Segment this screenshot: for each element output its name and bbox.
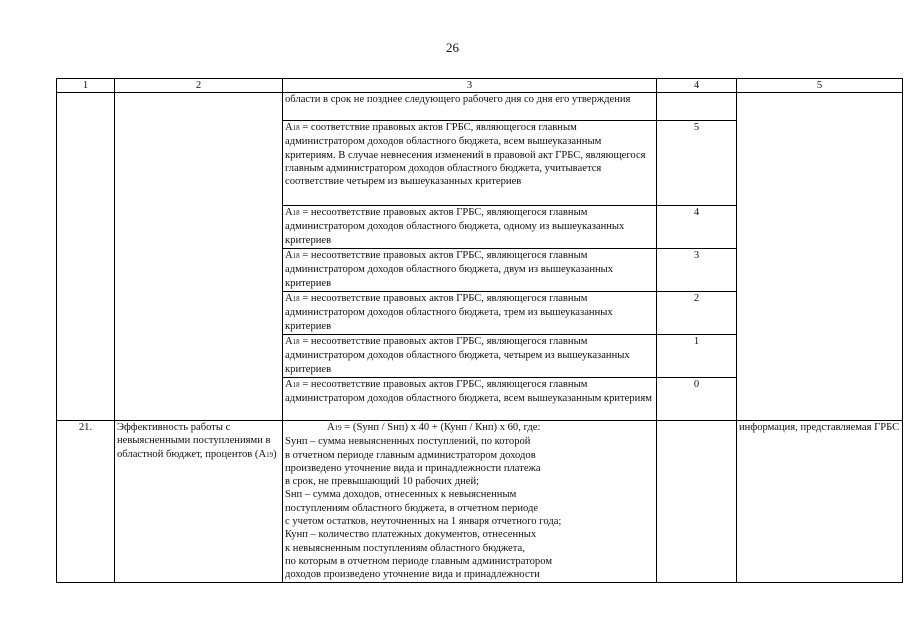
table-header-row	[57, 79, 903, 93]
formula-desc-line: к невыясненным поступлениям областного бюджета,	[285, 542, 525, 554]
formula-desc-line: с учетом остатков, неуточненных на 1 января отчетного года;	[285, 516, 562, 528]
formula-desc-line: в срок, не превышающий 10 рабочих дней;	[285, 476, 480, 488]
criterion-text: A18 = несоответствие правовых актов ГРБС, являющегося главным администратором доходов областного бюджета, четырем из вышеуказанных критериев	[283, 335, 657, 378]
score-value: 5	[657, 121, 737, 206]
formula-desc-line: поступлениям областного бюджета, в отчетном периоде	[285, 502, 539, 514]
formula-line: A19 = (Sунп / Sнп) x 40 + (Кунп / Кнп) x 60, где:	[327, 422, 541, 433]
formula-desc-line: Кунп – количество платежных документов, отнесенных	[285, 529, 537, 541]
score-value: 3	[657, 249, 737, 292]
formula-desc-line: в отчетном периоде главным администратором доходов	[285, 449, 536, 461]
header-col-2: 2	[115, 79, 283, 93]
formula-desc-line: Sунп – сумма невыясненных поступлений, по которой	[285, 436, 531, 448]
score-cell	[657, 93, 737, 121]
data-source: информация, представляемая ГРБС	[737, 421, 903, 583]
criteria-table	[56, 78, 903, 583]
score-value: 4	[657, 206, 737, 249]
continuation-text: области в срок не позднее следующего рабочего дня со дня его утверждения	[283, 93, 657, 121]
criterion-text: A18 = несоответствие правовых актов ГРБС, являющегося главным администратором доходов областного бюджета, двум из вышеуказанных критериев	[283, 249, 657, 292]
page-number: 26	[446, 40, 459, 55]
header-col-5: 5	[737, 79, 903, 93]
formula-desc-line: доходов произведено уточнение вида и принадлежности	[285, 569, 540, 581]
criterion-text: A18 = соответствие правовых актов ГРБС, являющегося главным администратором доходов областного бюджета, всем вышеуказанным критериям. В случае невнесения изменений в правовой акт ГРБС, являющегося главным администратором доходов областного бюджета, учитывается соответствие четырем из вышеуказанных критериев	[283, 121, 657, 206]
criterion-text: A18 = несоответствие правовых актов ГРБС, являющегося главным администратором доходов областного бюджета, одному из вышеуказанных критериев	[283, 206, 657, 249]
formula-cell	[283, 421, 657, 583]
score-value: 1	[657, 335, 737, 378]
row-number: 21.	[57, 421, 115, 583]
score-value: 0	[657, 378, 737, 421]
formula-desc-line: произведено уточнение вида и принадлежности платежа	[285, 462, 541, 474]
score-cell	[657, 421, 737, 583]
header-col-1: 1	[57, 79, 115, 93]
table-row	[57, 421, 903, 583]
row-number-cell	[57, 93, 115, 421]
header-col-4: 4	[657, 79, 737, 93]
score-value: 2	[657, 292, 737, 335]
indicator-name: Эффективность работы с невыясненными поступлениями в областной бюджет, процентов (A19)	[115, 421, 283, 583]
formula-desc-line: по которым в отчетном периоде главным администратором	[285, 555, 553, 567]
header-col-3: 3	[283, 79, 657, 93]
source-cell	[737, 93, 903, 421]
indicator-cell	[115, 93, 283, 421]
criterion-text: A18 = несоответствие правовых актов ГРБС, являющегося главным администратором доходов областного бюджета, трем из вышеуказанных критериев	[283, 292, 657, 335]
formula-desc-line: Sнп – сумма доходов, отнесенных к невыясненным	[285, 489, 517, 501]
table-row	[57, 93, 903, 121]
criterion-text: A18 = несоответствие правовых актов ГРБС, являющегося главным администратором доходов областного бюджета, всем вышеуказанным критериям	[283, 378, 657, 421]
